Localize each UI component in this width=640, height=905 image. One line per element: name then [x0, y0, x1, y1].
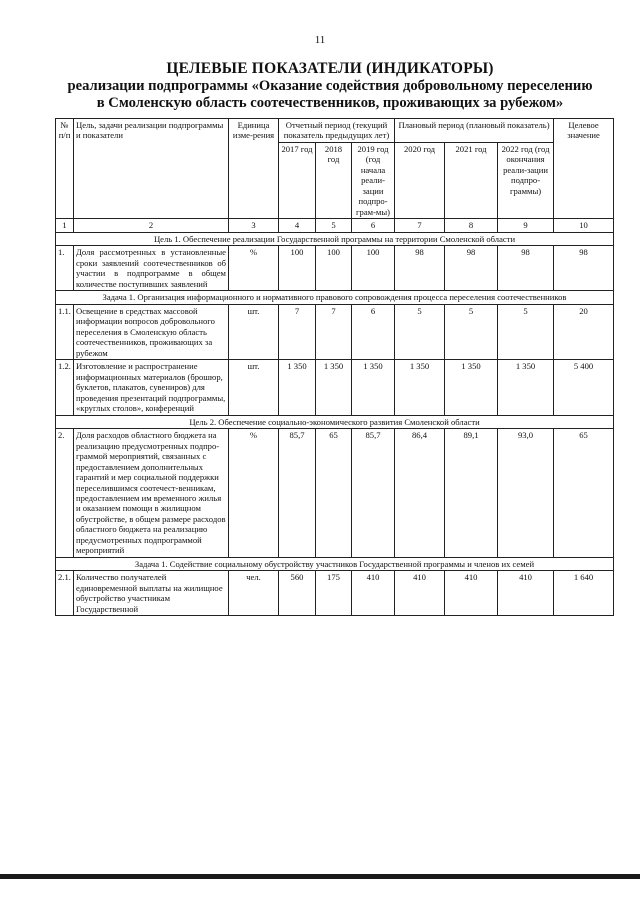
- value-2019: 6: [352, 304, 395, 359]
- document-subtitle-line-1: реализации подпрограммы «Оказание содействия добровольному переселению: [67, 78, 593, 94]
- value-target: 98: [554, 246, 614, 291]
- header-year-2020: 2020 год: [395, 142, 445, 218]
- table-row: [56, 246, 614, 291]
- unit-cell: шт.: [229, 304, 279, 359]
- column-numbers-row: [56, 219, 614, 232]
- column-number: 4: [279, 219, 316, 232]
- value-2018: 100: [316, 246, 352, 291]
- header-reporting-period: Отчетный период (текущий показатель предыдущих лет): [279, 119, 395, 143]
- value-2022: 410: [498, 571, 554, 616]
- value-2020: 1 350: [395, 360, 445, 415]
- indicator-name: Доля расходов областного бюджета на реализацию предусмотренных подпро-граммой мероприятий, связанных с предоставлением дополнительных гарантий и мер социальной поддержки переселившимся соотечест-венникам, предоставлением им временного жилья и оказанием помощи в жилищном обустройстве, в общем размере расходов областного бюджета на реализацию предусмотренных подпрограммой мероприятий: [74, 429, 229, 558]
- value-2019: 85,7: [352, 429, 395, 558]
- unit-cell: %: [229, 429, 279, 558]
- table-row: [56, 571, 614, 616]
- value-2021: 98: [445, 246, 498, 291]
- indicator-name: Освещение в средствах массовой информации вопросов добровольного переселения в Смоленскую область соотечественников, проживающих за рубежом: [74, 304, 229, 359]
- column-number: 3: [229, 219, 279, 232]
- value-2020: 86,4: [395, 429, 445, 558]
- row-number: 2.: [56, 429, 74, 558]
- value-2019: 410: [352, 571, 395, 616]
- row-number: 1.2.: [56, 360, 74, 415]
- column-number: 7: [395, 219, 445, 232]
- value-2020: 5: [395, 304, 445, 359]
- header-target: Целевое значение: [554, 119, 614, 219]
- table-row: [56, 429, 614, 558]
- column-number: 8: [445, 219, 498, 232]
- value-2017: 1 350: [279, 360, 316, 415]
- unit-cell: %: [229, 246, 279, 291]
- section-goal-2: [56, 415, 614, 428]
- header-year-2019: 2019 год (год начала реали-зации подпро-грам-мы): [352, 142, 395, 218]
- value-2020: 98: [395, 246, 445, 291]
- column-number: 1: [56, 219, 74, 232]
- value-2020: 410: [395, 571, 445, 616]
- unit-cell: чел.: [229, 571, 279, 616]
- value-2022: 93,0: [498, 429, 554, 558]
- header-unit: Единица изме-рения: [229, 119, 279, 219]
- section-goal-1: [56, 232, 614, 245]
- document-title: ЦЕЛЕВЫЕ ПОКАЗАТЕЛИ (ИНДИКАТОРЫ): [166, 60, 494, 77]
- column-number: 6: [352, 219, 395, 232]
- row-number: 1.1.: [56, 304, 74, 359]
- value-2021: 5: [445, 304, 498, 359]
- header-year-2021: 2021 год: [445, 142, 498, 218]
- section-title: Цель 2. Обеспечение социально-экономического развития Смоленской области: [56, 415, 614, 428]
- value-2019: 100: [352, 246, 395, 291]
- header-num: № п/п: [56, 119, 74, 219]
- value-2017: 7: [279, 304, 316, 359]
- value-2017: 85,7: [279, 429, 316, 558]
- indicator-name: Количество получателей единовременной выплаты на жилищное обустройство участникам Государственной: [74, 571, 229, 616]
- document-subtitle-line-2: в Смоленскую область соотечественников, проживающих за рубежом»: [96, 95, 564, 111]
- header-year-2017: 2017 год: [279, 142, 316, 218]
- indicator-name: Доля рассмотренных в установленные сроки заявлений соотечественников об участии в подпрограмме в общем количестве поступивших заявлений: [74, 246, 229, 291]
- value-2019: 1 350: [352, 360, 395, 415]
- value-2022: 98: [498, 246, 554, 291]
- indicator-name: Изготовление и распространение информационных материалов (брошюр, буклетов, плакатов, сувениров) для проведения презентаций подпрограммы, «круглых столов», конференций: [74, 360, 229, 415]
- section-title: Задача 1. Организация информационного и нормативного правового сопровождения процесса переселения соотечественников: [56, 291, 614, 304]
- header-planned-period: Плановый период (плановый показатель): [395, 119, 554, 143]
- value-target: 20: [554, 304, 614, 359]
- section-title: Цель 1. Обеспечение реализации Государственной программы на территории Смоленской области: [56, 232, 614, 245]
- section-task-2-1: [56, 557, 614, 570]
- value-2018: 65: [316, 429, 352, 558]
- value-target: 5 400: [554, 360, 614, 415]
- table-row: [56, 360, 614, 415]
- column-number: 2: [74, 219, 229, 232]
- value-2018: 1 350: [316, 360, 352, 415]
- header-row-1: [56, 119, 614, 143]
- value-2018: 7: [316, 304, 352, 359]
- section-title: Задача 1. Содействие социальному обустройству участников Государственной программы и членов их семей: [56, 557, 614, 570]
- row-number: 2.1.: [56, 571, 74, 616]
- row-number: 1.: [56, 246, 74, 291]
- page-number: 11: [314, 34, 326, 46]
- value-2021: 410: [445, 571, 498, 616]
- header-goal: Цель, задачи реализации подпрограммы и показатели: [74, 119, 229, 219]
- value-2017: 100: [279, 246, 316, 291]
- section-task-1-1: [56, 291, 614, 304]
- value-2017: 560: [279, 571, 316, 616]
- indicators-table: [55, 118, 614, 616]
- value-target: 65: [554, 429, 614, 558]
- value-2022: 1 350: [498, 360, 554, 415]
- value-2021: 1 350: [445, 360, 498, 415]
- column-number: 5: [316, 219, 352, 232]
- scan-edge-bar: [0, 874, 640, 879]
- column-number: 9: [498, 219, 554, 232]
- table-row: [56, 304, 614, 359]
- column-number: 10: [554, 219, 614, 232]
- value-2018: 175: [316, 571, 352, 616]
- value-2021: 89,1: [445, 429, 498, 558]
- header-year-2018: 2018 год: [316, 142, 352, 218]
- value-target: 1 640: [554, 571, 614, 616]
- value-2022: 5: [498, 304, 554, 359]
- unit-cell: шт.: [229, 360, 279, 415]
- header-year-2022: 2022 год (год окончания реали-зации подпро-граммы): [498, 142, 554, 218]
